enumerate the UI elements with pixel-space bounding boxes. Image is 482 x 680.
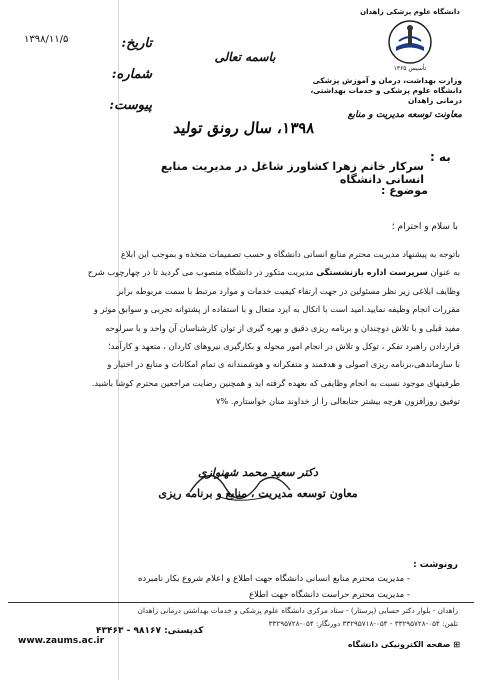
year-slogan: ۱۳۹۸، سال رونق تولید — [172, 119, 316, 137]
number-label: شماره: — [111, 67, 152, 82]
body-line: مفید قبلی و با تلاش دوچندان و برنامه ریزی دقیق و بهره گیری از توان کارشناسان آن واحد و با سرلوحه — [105, 322, 460, 333]
body-line: باتوجه به پیشنهاد مدیریت محترم منابع انسانی دانشگاه و حسب تصمیمات متخذه و بموجب این ابلاغ — [120, 249, 460, 259]
body-line: به عنوان سرپرست اداره بازنشستگی مدیریت متکور در دانشگاه منصوب می گردید تا در چهارچوب شرح — [87, 267, 460, 278]
body-line: توفیق روزافزون هرچه بیشتر جنابعالی را از خداوند منان خواستارم. %۷ — [215, 396, 460, 407]
signature-scribble — [180, 452, 310, 512]
body-line: مقررات انجام وظیفه نمایید.امید است با اتکال به ایزد متعال و با استفاده از پشتوانه تجربی و سوابق موثر و — [93, 304, 460, 315]
logo-caption: دانشگاه علوم پزشکی زاهدان — [360, 8, 460, 16]
greeting: با سلام و احترام ؛ — [391, 222, 458, 232]
copy-item: - مدیریت محترم منابع انسانی دانشگاه جهت اطلاع و اعلام شروع بکار نامبرده — [96, 571, 410, 587]
signatory-name: دکتر سعید محمد شهنوازی — [197, 466, 319, 479]
body-line: قراردادن راهبرد تفکر ، توکل و تلاش در انجام امور محوله و بکارگیری نیروهای کاردان ، متعهد و کارآمد؛ — [108, 341, 460, 352]
subject-label: موضوع : — [381, 184, 428, 197]
footer-phone: تلفن: ۰۵۴-۳۳۲۹۵۷۲۸ - ۰۵۴-۳۳۲۹۵۷۱۸ دورنگار: ۰۵۴-۳۳۲۹۵۷۲۸ — [268, 619, 458, 628]
highlighted-position: سرپرست اداره بازنشستگی — [316, 267, 428, 278]
body-line: طرفیتهای موجود نسبت به انجام وظایفی که بعهده گرفته اید و همچنین رضایت مراجعین محترم کوشا باشید. — [91, 377, 460, 388]
portal-label: صفحه الکترونیکی دانشگاه — [347, 640, 451, 649]
recipient-name: سرکار خانم زهرا کشاورز شاغل در مدیریت منابع انسانی دانشگاه — [160, 160, 424, 186]
footer-website-link[interactable]: www.zaums.ac.ir — [18, 636, 105, 646]
footer-portal — [320, 640, 460, 649]
portal-icon: ⊞ — [450, 640, 460, 649]
ministry-line: وزارت بهداشت، درمان و آموزش پزشکی — [312, 76, 462, 85]
ministry-name — [296, 76, 462, 106]
emblem-icon — [387, 19, 433, 65]
date-value: ۱۳۹۸/۱۱/۵ — [24, 34, 69, 45]
copies-list — [96, 571, 410, 603]
signatory-title: معاون توسعه مدیریت ، منابع و برنامه ریزی — [158, 487, 358, 500]
date-label: تاریخ: — [121, 36, 152, 51]
logo-founded: تأسیس ۱۳۶۵ — [393, 65, 427, 72]
body-line: وظایف ابلاغی زیر نظر مسئولین در جهت ارتقاء کیفیت خدمات و موارد مرتبط با سمت مربوطه برابر — [116, 285, 460, 296]
footer-divider — [8, 602, 474, 603]
footer-postal-code: کدپستی: ۹۸۱۶۷ - ۴۳۴۶۳ — [96, 626, 204, 636]
body-line: با سازماندهی،برنامه ریزی اصولی و هدفمند و متفکرانه و هوشمندانه ی تمام امکانات و منابع در اختیار و — [107, 359, 460, 370]
letter-body — [24, 245, 460, 411]
university-logo — [358, 8, 462, 72]
to-label: به : — [430, 150, 451, 164]
letter-meta-labels — [92, 28, 152, 121]
ministry-line: دانشگاه علوم پزشکی و خدمات بهداشتی، درمانی زاهدان — [310, 86, 462, 105]
basmala: باسمه تعالی — [214, 50, 276, 64]
copies-label: رونوشت : — [413, 560, 458, 570]
footer-address: زاهدان - بلوار دکتر حسابی (پرستار) - ستاد مرکزی دانشگاه علوم پزشکی و خدمات بهداشتی درمانی زاهدان — [137, 606, 458, 615]
copy-item: - مدیریت محترم حراست دانشگاه جهت اطلاع — [96, 587, 410, 603]
attachment-label: پیوست: — [109, 98, 152, 113]
deputy-office: معاونت توسعه مدیریت و منابع — [347, 110, 462, 120]
